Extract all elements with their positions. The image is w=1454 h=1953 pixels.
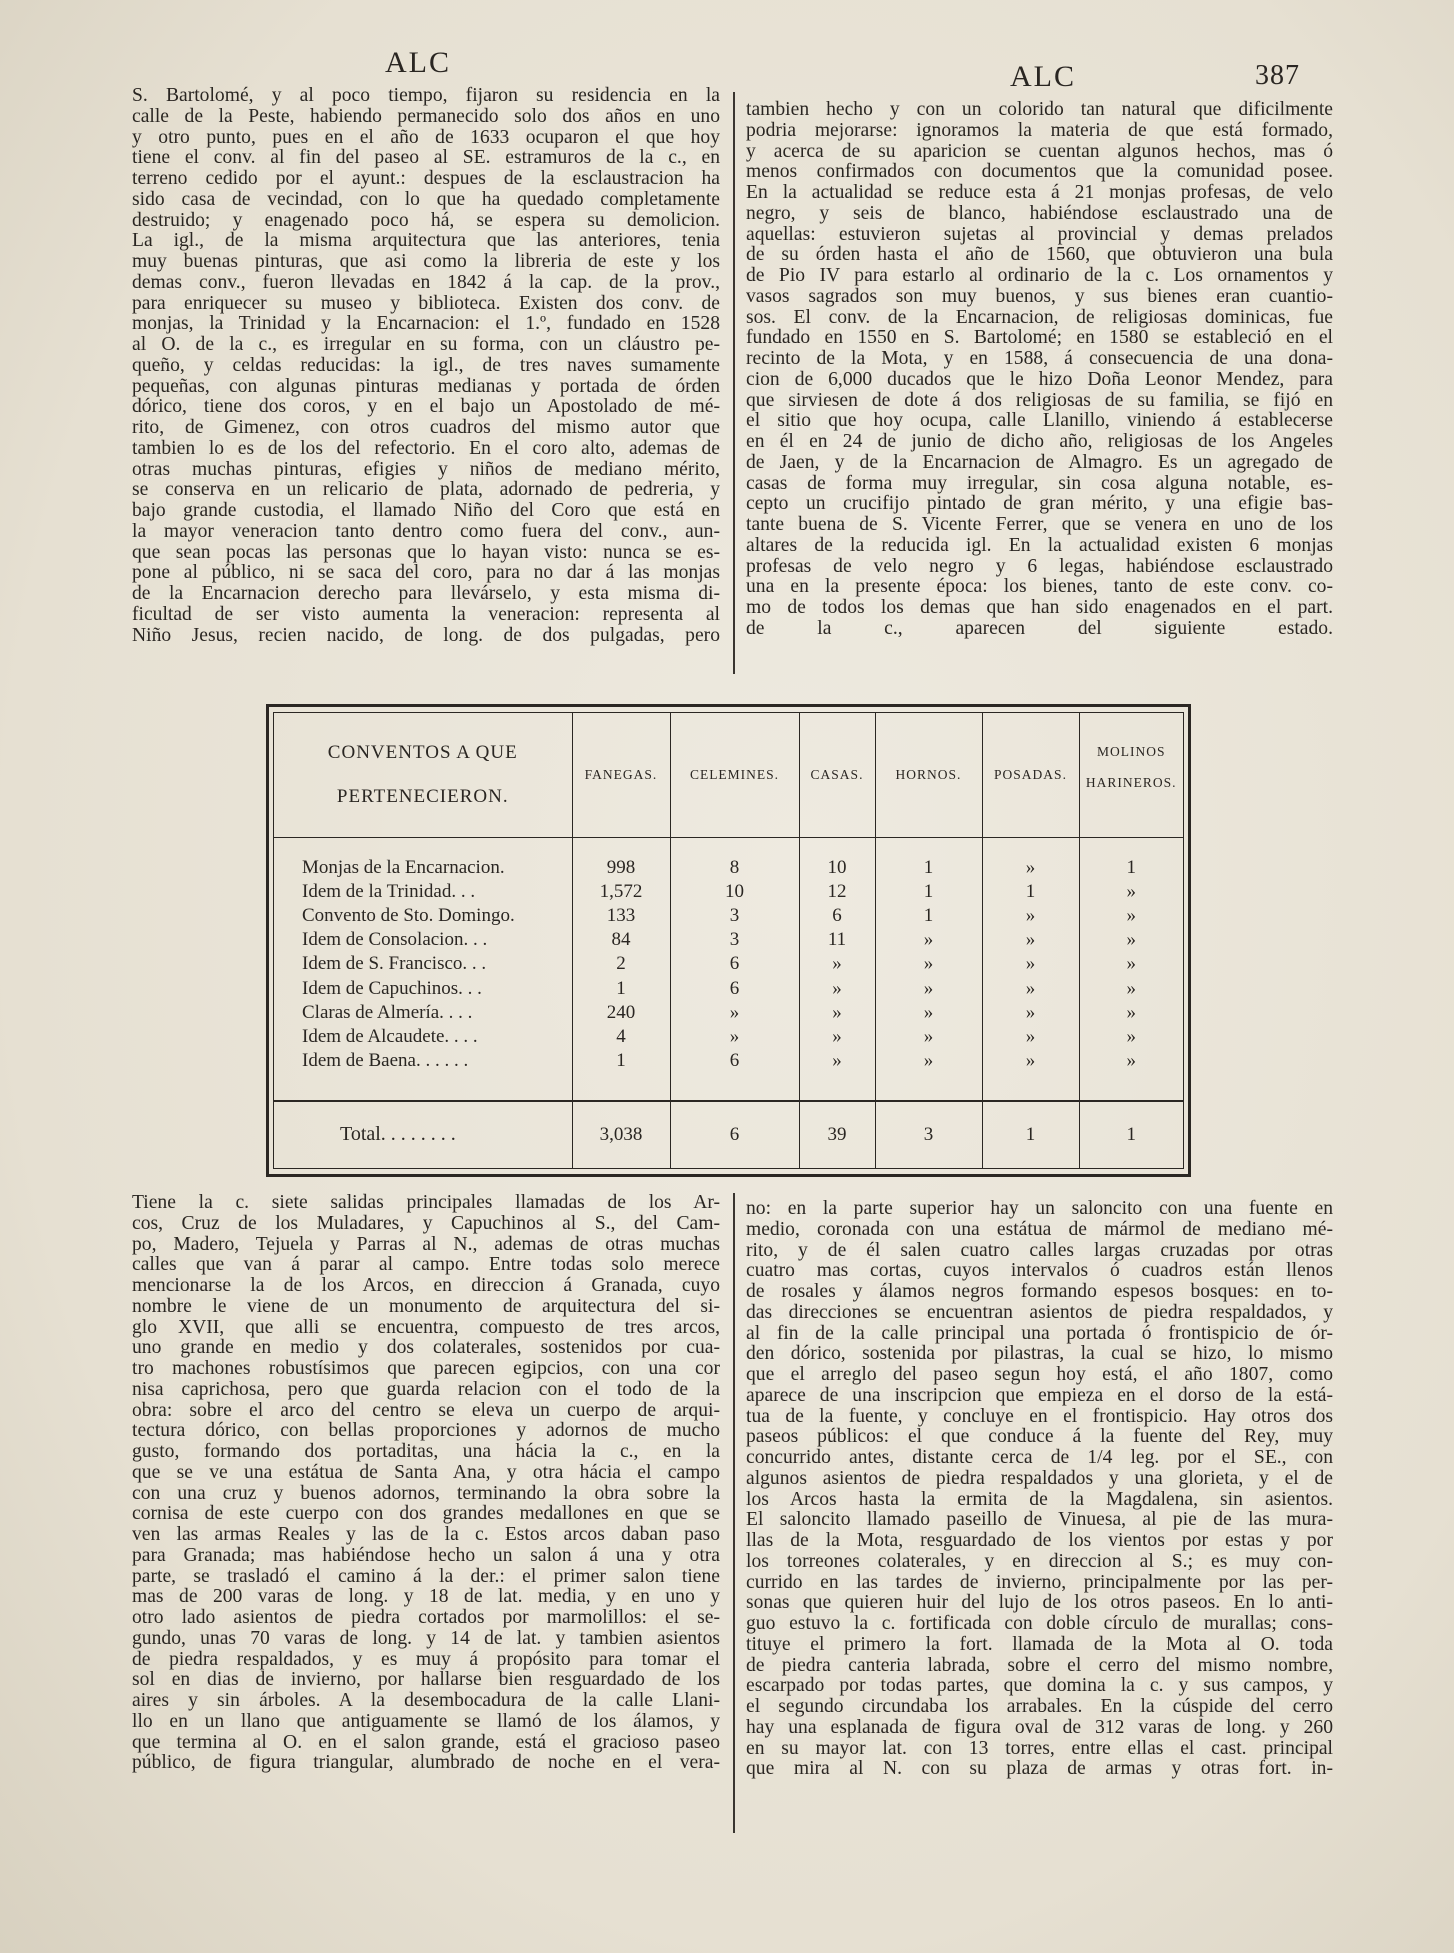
text-line: tituye el primero la fort. llamada de la Mota al O. toda <box>746 1634 1333 1655</box>
table-cell-convent: Idem de Baena. . . . . . <box>302 1050 469 1072</box>
text-line: con una cruz y buenos adornos, terminando la obra sobre la <box>132 1483 720 1504</box>
text-line: muy buenas pinturas, que asi como la libreria de este y los <box>132 252 720 272</box>
table-cell-value: 8 <box>670 856 799 880</box>
text-line: den dórico, sostenida por pilastras, la cual se hizo, lo mismo <box>746 1344 1333 1365</box>
table-cell-value: 1 <box>875 904 982 928</box>
text-line: otras muchas pinturas, efigies y niños de mediano mérito, <box>132 459 720 480</box>
text-line: de Jaen, y de la Encarnacion de Almagro. Es un agregado de <box>746 452 1333 473</box>
text-line: que termina al O. en el salon grande, está el gracioso paseo <box>132 1732 720 1753</box>
text-line: tambien lo es de los del refectorio. En el coro alto, ademas de <box>132 438 720 459</box>
text-line: se conserva en un relicario de plata, adornado de pedreria, y <box>132 480 720 501</box>
text-line: que el arreglo del paseo segun hoy está, el año 1807, como <box>746 1365 1333 1385</box>
text-line: uno grande en medio y dos colaterales, sostenidos por cua- <box>132 1338 720 1359</box>
text-line: pequeñas, con algunas pinturas medianas y portada de órden <box>132 376 720 397</box>
table-cell-value: 84 <box>572 928 670 952</box>
text-line: la mayor veneracion tanto dentro como fuera del conv., aun- <box>132 521 720 542</box>
table-header-molinos-line1: MOLINOS <box>1096 744 1166 759</box>
text-line: al O. de la c., es irregular en su forma, con un cláustro pe- <box>132 335 720 355</box>
table-cell-value: 1 <box>1079 856 1183 880</box>
text-line: das direcciones se encuentran asientos de piedra respaldados, y <box>746 1302 1333 1323</box>
text-column-1 <box>132 86 720 646</box>
text-line: de piedra canteria labrada, sobre el cerro del mismo nombre, <box>746 1655 1333 1676</box>
text-line: tiene el conv. al fin del paseo al SE. estramuros de la c., en <box>132 148 720 169</box>
text-line: nisa caprichosa, pero que guarda relacion con el todo de la <box>132 1379 720 1400</box>
table-cell-value: 1 <box>875 856 982 880</box>
running-head-left: ALC <box>385 46 451 79</box>
text-line: demas conv., fueron llevadas en 1842 á la cap. de la prov., <box>132 272 720 293</box>
table-cell-value: 3 <box>670 928 799 952</box>
table-cell-value: 1 <box>982 880 1079 904</box>
text-line: aparece de una inscripcion que empieza en el dorso de la está- <box>746 1385 1333 1406</box>
table-total-value: 3 <box>875 1101 982 1168</box>
table-cell-value: 11 <box>799 928 875 952</box>
table-total-value: 3,038 <box>572 1101 670 1168</box>
table-cell-value: 12 <box>799 880 875 904</box>
table-cell-value: » <box>982 1025 1079 1049</box>
text-line: calles que van á parar al campo. Entre todas solo merece <box>132 1255 720 1276</box>
column-rule-bottom <box>733 1193 735 1833</box>
text-line: bajo grande custodia, el llamado Niño del Coro que está en <box>132 501 720 521</box>
text-line: El saloncito llamado paseillo de Vinuesa, al pie de las mura- <box>746 1510 1333 1531</box>
table-cell-convent: Convento de Sto. Domingo. <box>302 905 515 927</box>
table-cell-value: » <box>875 952 982 976</box>
table-row <box>274 1001 1183 1025</box>
text-line: po, Madero, Tejuela y Parras al N., ademas de otras muchas <box>132 1234 720 1255</box>
text-line: tectura dórico, con bellas proporciones y adornos de mucho <box>132 1421 720 1442</box>
text-line: de la Encarnacion derecho para llevárselo, y esta misma di- <box>132 584 720 604</box>
text-line: los torreones colaterales, y en direccion al S.; es muy con- <box>746 1551 1333 1572</box>
text-line: algunos asientos de piedra respaldados y una glorieta, y el de <box>746 1468 1333 1489</box>
table-cell-value: 6 <box>670 1049 799 1073</box>
text-line: que sirviesen de dote á dos religiosas de su familia, se fijó en <box>746 390 1333 411</box>
text-line: aires y sin árboles. A la desembocadura de la calle Llani- <box>132 1691 720 1711</box>
text-line: hay una esplanada de figura oval de 312 varas de long. y 260 <box>746 1717 1333 1738</box>
text-line: terreno cedido por el ayunt.: despues de la esclaustracion ha <box>132 169 720 189</box>
table-header-posadas: POSADAS. <box>982 713 1079 838</box>
text-line: ficultad de ser visto aumenta la veneracion: representa al <box>132 604 720 625</box>
text-line: mo de todos los demas que han sido enagenados en el part. <box>746 598 1333 618</box>
text-line: mas de 200 varas de long. y 18 de lat. media, y en uno y <box>132 1587 720 1608</box>
table-header-casas: CASAS. <box>799 713 875 838</box>
table-cell-convent: Idem de S. Francisco. . . <box>302 953 487 975</box>
text-line: tambien hecho y con un colorido tan natural que dificilmente <box>746 100 1333 120</box>
text-line: Niño Jesus, recien nacido, de long. de dos pulgadas, pero <box>132 625 720 646</box>
text-line: profesas de velo negro y 6 legas, habiéndose esclaustrado <box>746 556 1333 577</box>
table-cell-convent: Claras de Almería. . . . <box>302 1001 473 1023</box>
text-line: mencionarse la de los Arcos, en direccion á Granada, cuyo <box>132 1276 720 1296</box>
table-header-row <box>274 713 1183 838</box>
table-row <box>274 952 1183 976</box>
text-line: paseos públicos: el que conduce á la fuente del Rey, muy <box>746 1427 1333 1448</box>
text-column-2 <box>746 100 1333 640</box>
text-line: En la actualidad se reduce esta á 21 monjas profesas, de velo <box>746 183 1333 203</box>
text-line: rito, y de él salen cuatro calles largas cruzadas por otras <box>746 1240 1333 1261</box>
table-header-fanegas: FANEGAS. <box>572 713 670 838</box>
text-line: pone al público, ni se saca del coro, para no dar á las monjas <box>132 563 720 584</box>
text-line: otro lado asientos de piedra cortados por marmolillos: el se- <box>132 1608 720 1628</box>
table-cell-value: » <box>1079 952 1183 976</box>
text-line: concurrido antes, distante cerca de 1/4 leg. por el SE., con <box>746 1448 1333 1468</box>
table-total-value: 1 <box>1079 1101 1183 1168</box>
table-cell-value: » <box>1079 1049 1183 1073</box>
table-cell-value: 4 <box>572 1025 670 1049</box>
table-cell-value: » <box>1079 928 1183 952</box>
table-cell-value: » <box>875 977 982 1001</box>
text-line: al fin de la calle principal una portada ó frontispicio de ór- <box>746 1323 1333 1344</box>
text-line: y otro punto, pues en el año de 1633 ocuparon el que hoy <box>132 127 720 148</box>
table-cell-value: 1 <box>572 977 670 1001</box>
table-cell-value: 10 <box>799 856 875 880</box>
table-cell-value: » <box>1079 1001 1183 1025</box>
text-line: calle de la Peste, habiendo permanecido solo dos años en uno <box>132 106 720 127</box>
table-cell-value: 1,572 <box>572 880 670 904</box>
text-line: tua de la fuente, y concluye en el frontispicio. Hay otros dos <box>746 1406 1333 1427</box>
table-cell-value: » <box>799 952 875 976</box>
text-line: obra: sobre el arco del centro se eleva un cuerpo de arqui- <box>132 1400 720 1421</box>
text-line: destruido; y enagenado poco há, se espera su demolicion. <box>132 210 720 231</box>
table-header-convents-line2: PERTENECIERON. <box>336 786 509 807</box>
text-line: en él en 24 de junio de dicho año, religiosas de los Angeles <box>746 432 1333 452</box>
table-row <box>274 928 1183 952</box>
text-line: fundado en 1550 en S. Bartolomé; en 1580 se estableció en el <box>746 328 1333 349</box>
table-cell-value: » <box>670 1025 799 1049</box>
table-cell-value: » <box>799 977 875 1001</box>
table-cell-convent: Idem de Consolacion. . . <box>302 929 488 951</box>
text-line: cornisa de este cuerpo con dos grandes medallones en que se <box>132 1504 720 1525</box>
table-cell-value: » <box>982 1001 1079 1025</box>
text-line: sol en dias de invierno, por hallarse bien resguardado de los <box>132 1670 720 1691</box>
table-cell-value: » <box>982 952 1079 976</box>
table-cell-value: 133 <box>572 904 670 928</box>
table-header-molinos <box>1079 713 1183 838</box>
table-total-row <box>274 1101 1183 1168</box>
table-row <box>274 856 1183 880</box>
table-cell-value: » <box>1079 977 1183 1001</box>
text-line: de piedra respaldados, y es muy á propósito para tomar el <box>132 1649 720 1670</box>
text-line: llas de la Mota, resguardado de los vientos por estas y por <box>746 1531 1333 1551</box>
text-line: podria mejorarse: ignoramos la materia de que está formado, <box>746 120 1333 141</box>
table-cell-value: » <box>799 1025 875 1049</box>
text-line: rito, de Gimenez, con otros cuadros del mismo autor que <box>132 418 720 438</box>
text-line: S. Bartolomé, y al poco tiempo, fijaron su residencia en la <box>132 86 720 106</box>
text-line: de su órden hasta el año de 1560, que obtuvieron una bula <box>746 245 1333 266</box>
table-cell-value: » <box>982 904 1079 928</box>
text-line: La igl., de la misma arquitectura que las anteriores, tenia <box>132 231 720 252</box>
text-line: vasos sagrados son muy buenos, y sus bienes eran cuantio- <box>746 286 1333 307</box>
text-line: de rosales y álamos negros formando espesos bosques: en to- <box>746 1282 1333 1302</box>
table-cell-value: » <box>1079 880 1183 904</box>
table-cell-value: » <box>1079 904 1183 928</box>
table-cell-value: 998 <box>572 856 670 880</box>
text-column-3 <box>132 1193 720 1774</box>
running-head-right: ALC <box>1010 60 1076 93</box>
table-cell-convent: Idem de Alcaudete. . . . <box>302 1026 478 1048</box>
text-line: no: en la parte superior hay un saloncito con una fuente en <box>746 1199 1333 1219</box>
table-cell-value: » <box>799 1049 875 1073</box>
text-line: queño, y celdas reducidas: la igl., de tres naves sumamente <box>132 355 720 376</box>
table-row <box>274 977 1183 1001</box>
table-cell-value: 1 <box>875 880 982 904</box>
text-line: de Pio IV para estarlo al ordinario de la c. Los ornamentos y <box>746 266 1333 286</box>
table-cell-convent: Monjas de la Encarnacion. <box>302 856 505 878</box>
text-line: que sean pocas las personas que lo hayan visto: nunca se es- <box>132 542 720 563</box>
text-line: nombre le viene de un monumento de arquitectura del si- <box>132 1296 720 1317</box>
text-line: para Granada; mas habiéndose hecho un salon á una y otra <box>132 1545 720 1566</box>
text-line: que mira al N. con su plaza de armas y otras fort. in- <box>746 1759 1333 1780</box>
text-line: parte, se trasladó el camino á la der.: el primer salon tiene <box>132 1566 720 1587</box>
table-row <box>274 904 1183 928</box>
text-line: de la c., aparecen del siguiente estado. <box>746 618 1333 639</box>
table-cell-value: 240 <box>572 1001 670 1025</box>
table-header-convents <box>274 713 572 838</box>
text-line: tante buena de S. Vicente Ferrer, que se venera en uno de los <box>746 515 1333 535</box>
text-line: altares de la reducida igl. En la actualidad existen 6 monjas <box>746 535 1333 556</box>
text-line: sos. El conv. de la Encarnacion, de religiosas dominicas, fue <box>746 307 1333 328</box>
table-total-label: Total. . . . . . . . <box>274 1101 572 1168</box>
table-cell-value: » <box>982 928 1079 952</box>
table-total-value: 1 <box>982 1101 1079 1168</box>
table-cell-value: » <box>875 1049 982 1073</box>
table-cell-value: » <box>982 1049 1079 1073</box>
table-total-value: 6 <box>670 1101 799 1168</box>
text-line: tro machones robustísimos que parecen egipcios, con una cor <box>132 1359 720 1379</box>
text-column-4 <box>746 1199 1333 1780</box>
text-line: medio, coronada con una estátua de mármol de mediano mé- <box>746 1219 1333 1240</box>
text-line: ven las armas Reales y las de la c. Estos arcos daban paso <box>132 1525 720 1545</box>
table-cell-value: » <box>982 977 1079 1001</box>
page-number: 387 <box>1255 60 1300 91</box>
text-line: sido casa de vecindad, con lo que ha quedado completamente <box>132 189 720 210</box>
text-line: gundo, unas 70 varas de long. y 14 de lat. y tambien asientos <box>132 1628 720 1649</box>
text-line: una en la presente época: los bienes, tanto de este conv. co- <box>746 577 1333 598</box>
text-line: negro, y seis de blanco, habiéndose esclaustrado una de <box>746 203 1333 224</box>
table-row <box>274 1049 1183 1073</box>
text-line: llo en un llano que antiguamente se llamó de los álamos, y <box>132 1711 720 1732</box>
text-line: dórico, tiene dos coros, y en el bajo un Apostolado de mé- <box>132 397 720 418</box>
text-line: que se ve una estátua de Santa Ana, y otra hácia el campo <box>132 1462 720 1483</box>
table-cell-value: 6 <box>670 952 799 976</box>
text-line: casas de forma muy irregular, sin cosa alguna notable, es- <box>746 473 1333 494</box>
text-line: sonas que quieren huir del lujo de los otros paseos. En lo anti- <box>746 1593 1333 1614</box>
table-cell-value: 6 <box>670 977 799 1001</box>
text-line: guo estuvo la c. fortificada con doble círculo de murallas; cons- <box>746 1614 1333 1634</box>
table-cell-convent: Idem de Capuchinos. . . <box>302 977 482 999</box>
table-cell-value: » <box>670 1001 799 1025</box>
table-header-celemines: CELEMINES. <box>670 713 799 838</box>
table-header-molinos-line2: HARINEROS. <box>1085 775 1177 790</box>
table-cell-value: » <box>1079 1025 1183 1049</box>
text-line: Tiene la c. siete salidas principales llamadas de los Ar- <box>132 1193 720 1213</box>
column-rule-top <box>733 92 735 674</box>
table-total-value: 39 <box>799 1101 875 1168</box>
text-line: cos, Cruz de los Muladares, y Capuchinos al S., del Cam- <box>132 1213 720 1234</box>
text-line: gusto, formando dos portaditas, una hácia la c., en la <box>132 1442 720 1462</box>
table-cell-value: » <box>875 1001 982 1025</box>
table-cell-value: » <box>799 1001 875 1025</box>
text-line: público, de figura triangular, alumbrado de noche en el vera- <box>132 1753 720 1774</box>
table-row <box>274 1025 1183 1049</box>
table-cell-convent: Idem de la Trinidad. . . <box>302 880 476 902</box>
text-line: cuatro mas cortas, cuyos intervalos ó cuadros están llenos <box>746 1261 1333 1282</box>
text-line: recinto de la Mota, y en 1588, á consecuencia de una dona- <box>746 349 1333 369</box>
table-cell-value: 10 <box>670 880 799 904</box>
text-line: el segundo circundaba los arrabales. En la cúspide del cerro <box>746 1697 1333 1717</box>
table-cell-value: 1 <box>572 1049 670 1073</box>
text-line: aquellas: estuvieron sujetas al provincial y demas prelados <box>746 224 1333 245</box>
text-line: en su mayor lat. con 13 torres, entre ellas el cast. principal <box>746 1738 1333 1759</box>
table-cell-value: » <box>875 928 982 952</box>
text-line: el sitio que hoy ocupa, calle Llanillo, viniendo á establecerse <box>746 411 1333 432</box>
text-line: cepto un crucifijo pintado de gran mérito, y una efigie bas- <box>746 494 1333 515</box>
table-cell-value: » <box>982 856 1079 880</box>
table-cell-value: » <box>875 1025 982 1049</box>
text-line: para enriquecer su museo y biblioteca. Existen dos conv. de <box>132 293 720 314</box>
table-header-hornos: HORNOS. <box>875 713 982 838</box>
convents-table <box>274 713 1183 1168</box>
table-row <box>274 880 1183 904</box>
text-line: los Arcos hasta la ermita de la Magdalena, sin asientos. <box>746 1489 1333 1510</box>
text-line: y acerca de su aparicion se cuentan algunos hechos, mas ó <box>746 141 1333 162</box>
text-line: menos confirmados con documentos que la comunidad posee. <box>746 162 1333 183</box>
text-line: escarpado por todas partes, que domina la c. y sus campos, y <box>746 1676 1333 1697</box>
table-cell-value: 6 <box>799 904 875 928</box>
table-cell-value: 2 <box>572 952 670 976</box>
table-header-convents-line1: CONVENTOS A QUE <box>327 742 518 763</box>
text-line: glo XVII, que alli se encuentra, compuesto de tres arcos, <box>132 1317 720 1338</box>
table-cell-value: 3 <box>670 904 799 928</box>
text-line: cion de 6,000 ducados que le hizo Doña Leonor Mendez, para <box>746 369 1333 390</box>
text-line: monjas, la Trinidad y la Encarnacion: el 1.º, fundado en 1528 <box>132 314 720 335</box>
text-line: currido en las tardes de invierno, principalmente por las per- <box>746 1572 1333 1593</box>
